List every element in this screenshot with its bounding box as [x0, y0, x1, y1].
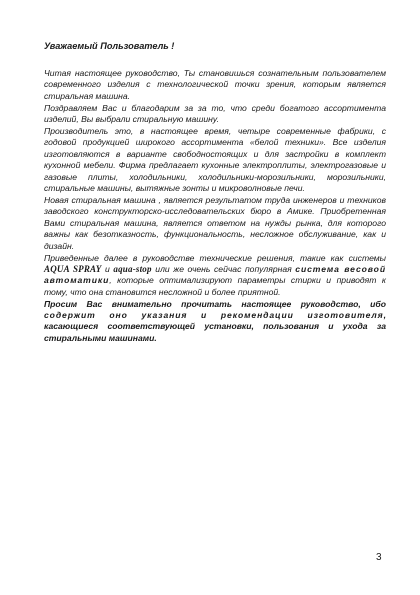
paragraph-congratulations: Поздравляем Вас и благодарим за за то, что среди богатого ассортимента изделий, Вы выбрали стиральную машину.	[44, 102, 386, 125]
brand-aqua-spray: AQUA SPRAY	[44, 263, 102, 274]
page-number: 3	[376, 552, 382, 563]
emphasis-manufacturer-recommendations: содержит оно указания и рекомендации изготовителя	[44, 310, 384, 321]
instruction-page	[44, 40, 386, 344]
text-segment: или же очень сейчас популярная	[151, 263, 296, 274]
text-segment: , которые оптимализируют параметры стирки и приводят к тому, что она становится несложной и более приятной.	[44, 275, 386, 297]
paragraph-technical-solutions	[44, 253, 386, 299]
text-segment: Приведенные далее в руководстве технические решения, такие как системы	[44, 252, 386, 263]
paragraph-intro: Читая настоящее руководство, Ты становишься сознательным пользователем современного изделия с технологической точки зрения, которым является стиральная машина.	[44, 68, 386, 101]
emphasis-weight-automation: система весовой автоматики	[44, 263, 386, 286]
paragraph-new-machine: Новая стиральная машина , является результатом труда инженеров и техников заводского конструкторско-исследовательских бюро в Амике. Приобретенная Вами стиральная машина, является ответом на нужды рынка, для которого важны как безотказность, функциональность, несложное обслуживание, как и дизайн.	[44, 194, 386, 251]
greeting-heading: Уважаемый Пользователь !	[44, 41, 175, 51]
text-segment: и	[101, 263, 114, 274]
brand-aqua-stop: aqua-stop	[113, 263, 152, 274]
paragraph-read-request	[44, 299, 386, 345]
text-segment: Просим Вас внимательно прочитать настоящее руководство, ибо	[44, 298, 386, 309]
text-segment: , касающиеся соответствующей установки, пользования и ухода за стиральными машинами.	[44, 310, 386, 343]
paragraph-manufacturer: Производитель это, в настоящее время, четыре современные фабрики, с годовой продукцией широкого ассортимента «белой техники». Все изделия изготовляются в варианте свободностоящих и для застройки в комплект кухонной мебели. Фирма предлагает кухонные электроплиты, электрогазовые и газовые плиты, холодильники, холодильники-морозильники, морозильники, стиральные машины, вытяжные зонты и микроволновые печи.	[44, 126, 386, 194]
